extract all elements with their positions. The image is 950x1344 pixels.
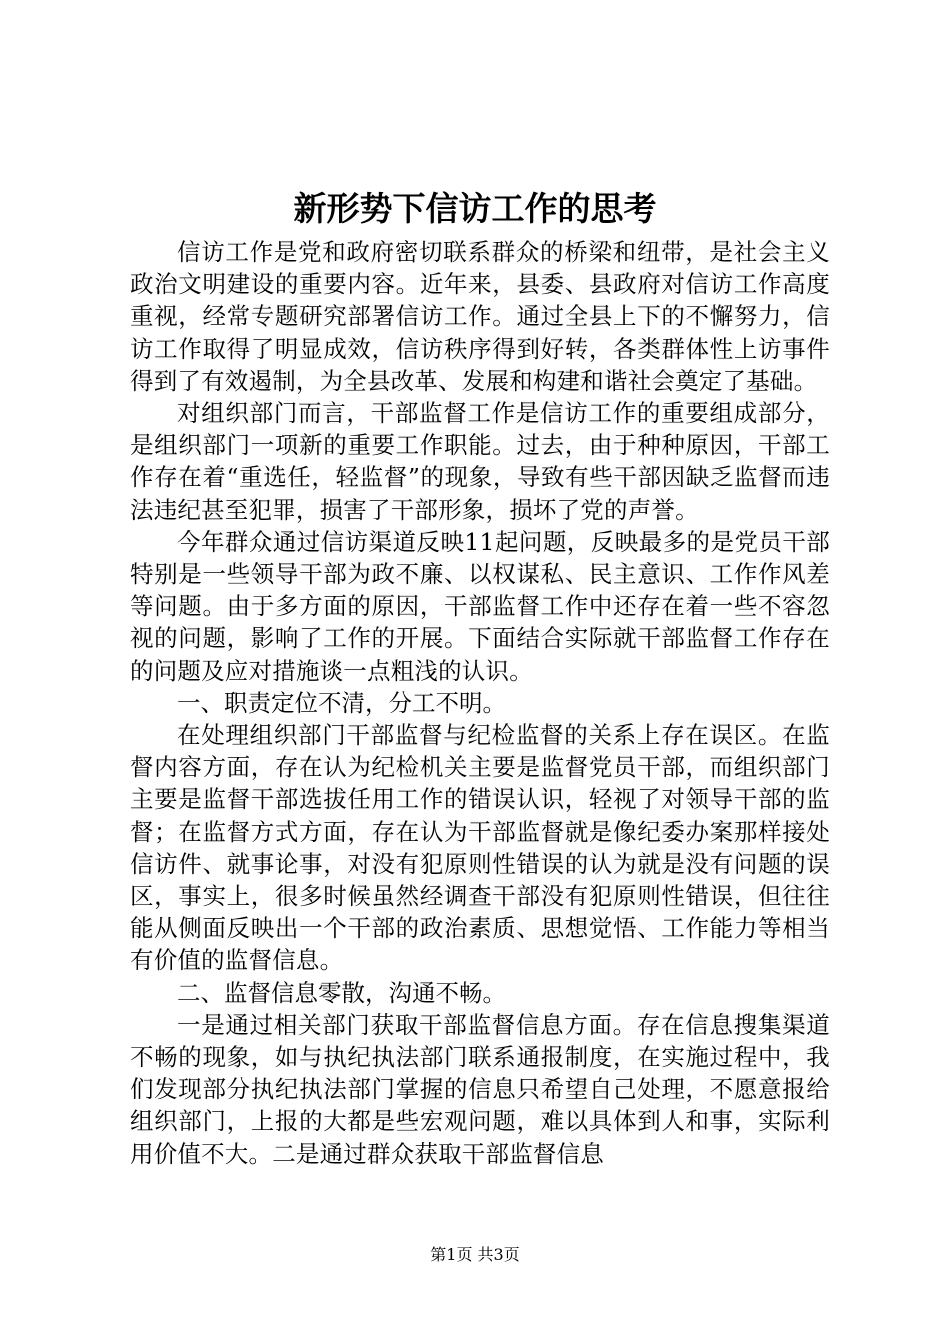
paragraph-section-2: 一是通过相关部门获取干部监督信息方面。存在信息搜集渠道不畅的现象，如与执纪执法部门联系通报制度，在实施过程中，我们发现部分执纪执法部门掌握的信息只希望自己处理，不愿意报给组织部门，上报的大都是些宏观问题，难以具体到人和事，实际利用价值不大。二是通过群众获取干部监督信息	[130, 1010, 830, 1168]
document-title: 新形势下信访工作的思考	[293, 189, 657, 228]
section-heading-2: 二、监督信息零散，沟通不畅。	[177, 978, 506, 1007]
paragraph-this-year: 今年群众通过信访渠道反映11起问题，反映最多的是党员干部特别是一些领导干部为政不廉、以权谋私、民主意识、工作作风差等问题。由于多方面的原因，干部监督工作中还存在着一些不容忽视的问题，影响了工作的开展。下面结合实际就干部监督工作存在的问题及应对措施谈一点粗浅的认识。	[130, 527, 830, 685]
document-body	[130, 236, 830, 1170]
paragraph-section-1: 在处理组织部门干部监督与纪检监督的关系上存在误区。在监督内容方面，存在认为纪检机关主要是监督党员干部，而组织部门主要是监督干部选拔任用工作的错误认识，轻视了对领导干部的监督；在监督方式方面，存在认为干部监督就是像纪委办案那样接处信访件、就事论事，对没有犯原则性错误的认为就是没有问题的误区，事实上，很多时候虽然经调查干部没有犯原则性错误，但往往能从侧面反映出一个干部的政治素质、思想觉悟、工作能力等相当有价值的监督信息。	[130, 721, 830, 975]
page-footer: 第1页 共3页	[430, 1245, 520, 1264]
section-heading-1: 一、职责定位不清，分工不明。	[177, 688, 506, 717]
paragraph-intro: 信访工作是党和政府密切联系群众的桥梁和纽带，是社会主义政治文明建设的重要内容。近年来，县委、县政府对信访工作高度重视，经常专题研究部署信访工作。通过全县上下的不懈努力，信访工作取得了明显成效，信访秩序得到好转，各类群体性上访事件得到了有效遏制，为全县改革、发展和构建和谐社会奠定了基础。	[130, 238, 830, 395]
paragraph-organization: 对组织部门而言，干部监督工作是信访工作的重要组成部分，是组织部门一项新的重要工作职能。过去，由于种种原因，干部工作存在着“重选任，轻监督”的现象，导致有些干部因缺乏监督而违法违纪甚至犯罪，损害了干部形象，损坏了党的声誉。	[130, 399, 830, 524]
